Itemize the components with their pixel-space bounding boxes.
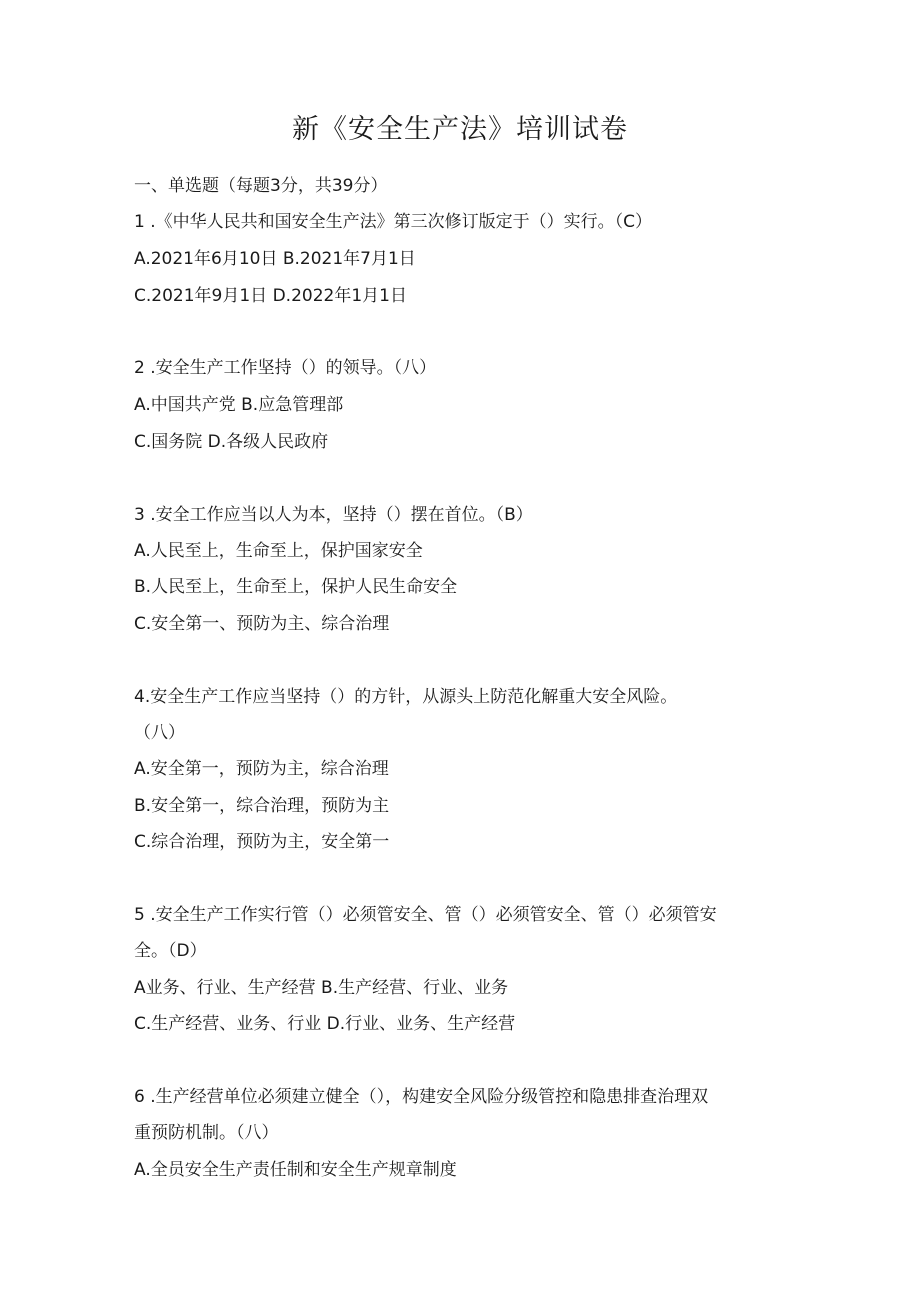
question-1-option-line: A.2021年6月10日 B.2021年7月1日 <box>134 249 416 269</box>
question-4-stem: 4.安全生产工作应当坚持（）的方针，从源头上防范化解重大安全风险。 <box>134 687 678 707</box>
question-3-stem: 3 .安全工作应当以人为本，坚持（）摆在首位。（B） <box>134 505 533 525</box>
question-4-option: A.安全第一，预防为主，综合治理 <box>134 759 389 779</box>
question-5-stem: 5 .安全生产工作实行管（）必须管安全、管（）必须管安全、管（）必须管安 <box>134 905 717 925</box>
question-2-stem: 2 .安全生产工作坚持（）的领导。（八） <box>134 358 437 378</box>
question-4-option: C.综合治理，预防为主，安全第一 <box>134 832 390 852</box>
question-5-stem-continued: 全。（D） <box>134 941 207 961</box>
question-4-stem-continued: （八） <box>134 723 185 743</box>
question-2-option-line: A.中国共产党 B.应急管理部 <box>134 395 344 415</box>
question-5-option-line: A业务、行业、生产经营 B.生产经营、行业、业务 <box>134 978 509 998</box>
exam-title: 新《安全生产法》培训试卷 <box>292 114 628 145</box>
question-6-stem-continued: 重预防机制。（八） <box>134 1123 279 1143</box>
question-6-option: A.全员安全生产责任制和安全生产规章制度 <box>134 1160 457 1180</box>
question-6-stem: 6 .生产经营单位必须建立健全（），构建安全风险分级管控和隐患排查治理双 <box>134 1087 709 1107</box>
question-4-option: B.安全第一，综合治理，预防为主 <box>134 796 390 816</box>
question-3-option: A.人民至上，生命至上，保护国家安全 <box>134 541 423 561</box>
question-3-option: B.人民至上，生命至上，保护人民生命安全 <box>134 577 458 597</box>
question-1-option-line: C.2021年9月1日 D.2022年1月1日 <box>134 286 407 306</box>
question-3-option: C.安全第一、预防为主、综合治理 <box>134 614 390 634</box>
question-2-option-line: C.国务院 D.各级人民政府 <box>134 432 329 452</box>
question-1-stem: 1 .《中华人民共和国安全生产法》第三次修订版定于（）实行。（C） <box>134 212 652 232</box>
question-5-option-line: C.生产经营、业务、行业 D.行业、业务、生产经营 <box>134 1014 516 1034</box>
section-heading: 一、单选题（每题3分，共39分） <box>134 176 388 196</box>
